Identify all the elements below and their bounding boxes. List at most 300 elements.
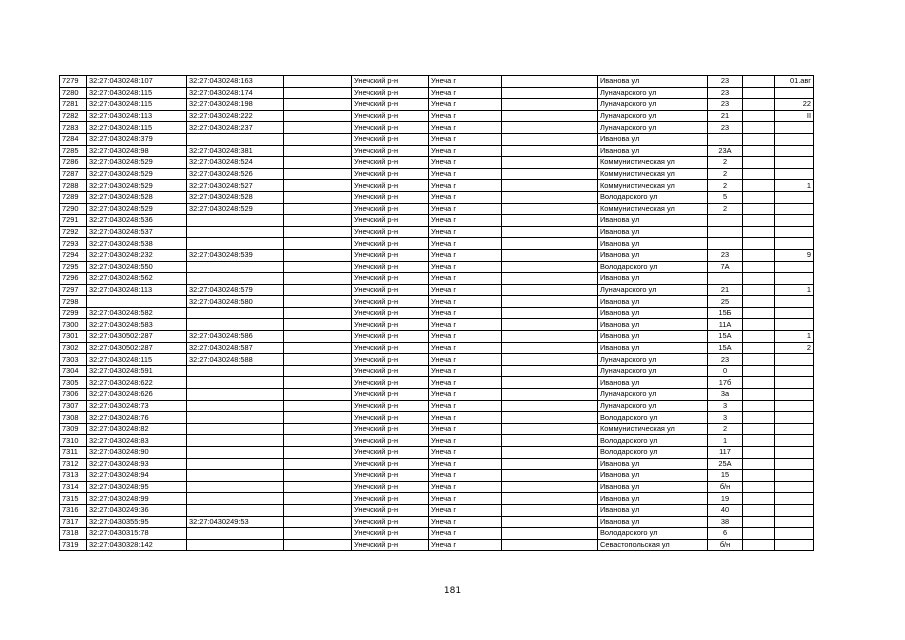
- empty-cell: [284, 226, 352, 238]
- row-number-cell: 7316: [60, 504, 87, 516]
- table-row: [60, 87, 814, 99]
- cadastral-parcel-cell: 32:27:0430248:115: [87, 87, 187, 99]
- locality-cell: Унеча г: [429, 435, 502, 447]
- row-number-cell: 7312: [60, 458, 87, 470]
- empty-cell: [502, 157, 598, 169]
- extra-cell: [775, 145, 814, 157]
- district-cell: Унечский р-н: [352, 261, 429, 273]
- empty-cell: [284, 133, 352, 145]
- unit-cell: [743, 377, 775, 389]
- cadastral-parcel-cell: 32:27:0430248:98: [87, 145, 187, 157]
- empty-cell: [284, 145, 352, 157]
- house-number-cell: 2: [708, 423, 743, 435]
- house-number-cell: 23А: [708, 145, 743, 157]
- row-number-cell: 7314: [60, 481, 87, 493]
- house-number-cell: 2: [708, 203, 743, 215]
- district-cell: Унечский р-н: [352, 180, 429, 192]
- cadastral-parcel-cell: 32:27:0430248:95: [87, 481, 187, 493]
- cadastral-parcel-cell: 32:27:0430248:115: [87, 122, 187, 134]
- house-number-cell: 23: [708, 87, 743, 99]
- street-cell: Володарского ул: [598, 412, 708, 424]
- house-number-cell: 21: [708, 110, 743, 122]
- unit-cell: [743, 539, 775, 551]
- extra-cell: [775, 458, 814, 470]
- district-cell: Унечский р-н: [352, 493, 429, 505]
- empty-cell: [502, 145, 598, 157]
- extra-cell: [775, 87, 814, 99]
- locality-cell: Унеча г: [429, 458, 502, 470]
- cadastral-parcel-cell: 32:27:0430502:287: [87, 331, 187, 343]
- cadastral-object-cell: 32:27:0430249:53: [187, 516, 284, 528]
- empty-cell: [284, 122, 352, 134]
- cadastral-parcel-cell: 32:27:0430248:528: [87, 191, 187, 203]
- cadastral-parcel-cell: 32:27:0430248:622: [87, 377, 187, 389]
- empty-cell: [502, 400, 598, 412]
- empty-cell: [502, 481, 598, 493]
- table-row: [60, 365, 814, 377]
- house-number-cell: 11А: [708, 319, 743, 331]
- cadastral-object-cell: [187, 389, 284, 401]
- cadastral-object-cell: [187, 470, 284, 482]
- cadastral-parcel-cell: 32:27:0430248:99: [87, 493, 187, 505]
- empty-cell: [502, 226, 598, 238]
- cadastral-parcel-cell: 32:27:0430248:94: [87, 470, 187, 482]
- extra-cell: [775, 400, 814, 412]
- empty-cell: [502, 389, 598, 401]
- house-number-cell: 25: [708, 296, 743, 308]
- table-row: [60, 539, 814, 551]
- empty-cell: [284, 539, 352, 551]
- empty-cell: [502, 354, 598, 366]
- empty-cell: [284, 87, 352, 99]
- locality-cell: Унеча г: [429, 215, 502, 227]
- district-cell: Унечский р-н: [352, 238, 429, 250]
- house-number-cell: 25А: [708, 458, 743, 470]
- unit-cell: [743, 319, 775, 331]
- unit-cell: [743, 145, 775, 157]
- unit-cell: [743, 296, 775, 308]
- extra-cell: [775, 435, 814, 447]
- empty-cell: [502, 168, 598, 180]
- empty-cell: [284, 528, 352, 540]
- street-cell: Иванова ул: [598, 319, 708, 331]
- empty-cell: [502, 180, 598, 192]
- locality-cell: Унеча г: [429, 423, 502, 435]
- empty-cell: [284, 377, 352, 389]
- empty-cell: [502, 76, 598, 88]
- district-cell: Унечский р-н: [352, 133, 429, 145]
- unit-cell: [743, 180, 775, 192]
- street-cell: Иванова ул: [598, 273, 708, 285]
- unit-cell: [743, 365, 775, 377]
- table-row: [60, 215, 814, 227]
- cadastral-object-cell: [187, 133, 284, 145]
- street-cell: Коммунистическая ул: [598, 180, 708, 192]
- table-row: [60, 191, 814, 203]
- district-cell: Унечский р-н: [352, 215, 429, 227]
- cadastral-object-cell: 32:27:0430248:222: [187, 110, 284, 122]
- row-number-cell: 7292: [60, 226, 87, 238]
- empty-cell: [502, 110, 598, 122]
- house-number-cell: 40: [708, 504, 743, 516]
- unit-cell: [743, 261, 775, 273]
- empty-cell: [284, 389, 352, 401]
- district-cell: Унечский р-н: [352, 481, 429, 493]
- district-cell: Унечский р-н: [352, 400, 429, 412]
- street-cell: Иванова ул: [598, 296, 708, 308]
- cadastral-parcel-cell: 32:27:0430248:537: [87, 226, 187, 238]
- unit-cell: [743, 493, 775, 505]
- empty-cell: [284, 99, 352, 111]
- extra-cell: [775, 423, 814, 435]
- house-number-cell: 0: [708, 365, 743, 377]
- house-number-cell: [708, 133, 743, 145]
- extra-cell: [775, 168, 814, 180]
- unit-cell: [743, 238, 775, 250]
- district-cell: Унечский р-н: [352, 528, 429, 540]
- cadastral-parcel-cell: 32:27:0430248:529: [87, 180, 187, 192]
- cadastral-object-cell: [187, 412, 284, 424]
- unit-cell: [743, 87, 775, 99]
- table-row: [60, 99, 814, 111]
- empty-cell: [502, 447, 598, 459]
- cadastral-parcel-cell: 32:27:0430248:82: [87, 423, 187, 435]
- district-cell: Унечский р-н: [352, 435, 429, 447]
- empty-cell: [502, 133, 598, 145]
- empty-cell: [502, 191, 598, 203]
- street-cell: Луначарского ул: [598, 99, 708, 111]
- street-cell: Иванова ул: [598, 342, 708, 354]
- locality-cell: Унеча г: [429, 447, 502, 459]
- cadastral-parcel-cell: 32:27:0430248:582: [87, 307, 187, 319]
- table-row: [60, 168, 814, 180]
- row-number-cell: 7291: [60, 215, 87, 227]
- table-row: [60, 400, 814, 412]
- table-row: [60, 435, 814, 447]
- empty-cell: [284, 458, 352, 470]
- row-number-cell: 7282: [60, 110, 87, 122]
- cadastral-object-cell: 32:27:0430248:579: [187, 284, 284, 296]
- house-number-cell: 5: [708, 191, 743, 203]
- locality-cell: Унеча г: [429, 226, 502, 238]
- house-number-cell: 23: [708, 122, 743, 134]
- district-cell: Унечский р-н: [352, 516, 429, 528]
- empty-cell: [502, 215, 598, 227]
- locality-cell: Унеча г: [429, 87, 502, 99]
- extra-cell: [775, 504, 814, 516]
- street-cell: Севастопольская ул: [598, 539, 708, 551]
- cadastral-parcel-cell: 32:27:0430248:550: [87, 261, 187, 273]
- extra-cell: [775, 261, 814, 273]
- unit-cell: [743, 191, 775, 203]
- cadastral-object-cell: [187, 307, 284, 319]
- table-row: [60, 133, 814, 145]
- empty-cell: [502, 238, 598, 250]
- cadastral-object-cell: 32:27:0430248:237: [187, 122, 284, 134]
- street-cell: Иванова ул: [598, 504, 708, 516]
- extra-cell: [775, 226, 814, 238]
- table-row: [60, 319, 814, 331]
- cadastral-parcel-cell: 32:27:0430248:115: [87, 354, 187, 366]
- cadastral-object-cell: 32:27:0430248:588: [187, 354, 284, 366]
- table-row: [60, 389, 814, 401]
- empty-cell: [284, 400, 352, 412]
- house-number-cell: 23: [708, 99, 743, 111]
- extra-cell: [775, 516, 814, 528]
- extra-cell: [775, 319, 814, 331]
- empty-cell: [284, 249, 352, 261]
- row-number-cell: 7308: [60, 412, 87, 424]
- house-number-cell: 15Б: [708, 307, 743, 319]
- empty-cell: [284, 354, 352, 366]
- row-number-cell: 7307: [60, 400, 87, 412]
- cadastral-object-cell: [187, 365, 284, 377]
- extra-cell: [775, 354, 814, 366]
- district-cell: Унечский р-н: [352, 122, 429, 134]
- row-number-cell: 7315: [60, 493, 87, 505]
- empty-cell: [502, 458, 598, 470]
- street-cell: Иванова ул: [598, 238, 708, 250]
- extra-cell: 9: [775, 249, 814, 261]
- house-number-cell: 3: [708, 400, 743, 412]
- house-number-cell: [708, 238, 743, 250]
- row-number-cell: 7301: [60, 331, 87, 343]
- cadastral-object-cell: 32:27:0430248:539: [187, 249, 284, 261]
- unit-cell: [743, 76, 775, 88]
- cadastral-object-cell: [187, 226, 284, 238]
- row-number-cell: 7296: [60, 273, 87, 285]
- district-cell: Унечский р-н: [352, 226, 429, 238]
- table-row: [60, 238, 814, 250]
- unit-cell: [743, 528, 775, 540]
- unit-cell: [743, 423, 775, 435]
- registry-sheet: [59, 75, 814, 551]
- extra-cell: [775, 215, 814, 227]
- extra-cell: [775, 296, 814, 308]
- district-cell: Унечский р-н: [352, 331, 429, 343]
- table-row: [60, 203, 814, 215]
- row-number-cell: 7280: [60, 87, 87, 99]
- table-row: [60, 296, 814, 308]
- cadastral-parcel-cell: 32:27:0430502:287: [87, 342, 187, 354]
- extra-cell: [775, 273, 814, 285]
- unit-cell: [743, 122, 775, 134]
- locality-cell: Унеча г: [429, 493, 502, 505]
- table-row: [60, 307, 814, 319]
- cadastral-parcel-cell: 32:27:0430248:626: [87, 389, 187, 401]
- empty-cell: [502, 528, 598, 540]
- unit-cell: [743, 389, 775, 401]
- street-cell: Иванова ул: [598, 481, 708, 493]
- empty-cell: [284, 273, 352, 285]
- table-row: [60, 76, 814, 88]
- row-number-cell: 7294: [60, 249, 87, 261]
- district-cell: Унечский р-н: [352, 273, 429, 285]
- district-cell: Унечский р-н: [352, 145, 429, 157]
- district-cell: Унечский р-н: [352, 458, 429, 470]
- cadastral-object-cell: [187, 261, 284, 273]
- empty-cell: [284, 365, 352, 377]
- table-row: [60, 180, 814, 192]
- unit-cell: [743, 400, 775, 412]
- row-number-cell: 7306: [60, 389, 87, 401]
- extra-cell: [775, 122, 814, 134]
- unit-cell: [743, 215, 775, 227]
- street-cell: Коммунистическая ул: [598, 203, 708, 215]
- locality-cell: Унеча г: [429, 145, 502, 157]
- row-number-cell: 7293: [60, 238, 87, 250]
- empty-cell: [502, 435, 598, 447]
- registry-table: [59, 75, 814, 551]
- unit-cell: [743, 168, 775, 180]
- cadastral-parcel-cell: 32:27:0430248:536: [87, 215, 187, 227]
- locality-cell: Унеча г: [429, 470, 502, 482]
- cadastral-parcel-cell: 32:27:0430248:583: [87, 319, 187, 331]
- table-row: [60, 447, 814, 459]
- row-number-cell: 7295: [60, 261, 87, 273]
- district-cell: Унечский р-н: [352, 412, 429, 424]
- cadastral-object-cell: [187, 435, 284, 447]
- extra-cell: [775, 307, 814, 319]
- cadastral-object-cell: [187, 273, 284, 285]
- row-number-cell: 7299: [60, 307, 87, 319]
- district-cell: Унечский р-н: [352, 470, 429, 482]
- cadastral-object-cell: [187, 447, 284, 459]
- extra-cell: [775, 191, 814, 203]
- row-number-cell: 7281: [60, 99, 87, 111]
- house-number-cell: 3а: [708, 389, 743, 401]
- cadastral-object-cell: [187, 481, 284, 493]
- cadastral-parcel-cell: 32:27:0430248:591: [87, 365, 187, 377]
- row-number-cell: 7313: [60, 470, 87, 482]
- empty-cell: [284, 412, 352, 424]
- table-row: [60, 261, 814, 273]
- empty-cell: [284, 470, 352, 482]
- table-row: [60, 423, 814, 435]
- street-cell: Коммунистическая ул: [598, 157, 708, 169]
- row-number-cell: 7319: [60, 539, 87, 551]
- row-number-cell: 7318: [60, 528, 87, 540]
- locality-cell: Унеча г: [429, 168, 502, 180]
- empty-cell: [284, 493, 352, 505]
- empty-cell: [502, 365, 598, 377]
- empty-cell: [502, 412, 598, 424]
- locality-cell: Унеча г: [429, 412, 502, 424]
- house-number-cell: 117: [708, 447, 743, 459]
- extra-cell: [775, 447, 814, 459]
- table-row: [60, 528, 814, 540]
- house-number-cell: 15А: [708, 342, 743, 354]
- table-row: [60, 145, 814, 157]
- unit-cell: [743, 99, 775, 111]
- extra-cell: [775, 377, 814, 389]
- unit-cell: [743, 458, 775, 470]
- cadastral-object-cell: 32:27:0430248:527: [187, 180, 284, 192]
- cadastral-object-cell: [187, 539, 284, 551]
- row-number-cell: 7304: [60, 365, 87, 377]
- unit-cell: [743, 470, 775, 482]
- page-number: 181: [443, 586, 462, 596]
- district-cell: Унечский р-н: [352, 342, 429, 354]
- house-number-cell: 17б: [708, 377, 743, 389]
- locality-cell: Унеча г: [429, 191, 502, 203]
- street-cell: Иванова ул: [598, 377, 708, 389]
- cadastral-object-cell: [187, 377, 284, 389]
- empty-cell: [284, 284, 352, 296]
- empty-cell: [284, 331, 352, 343]
- empty-cell: [284, 203, 352, 215]
- locality-cell: Унеча г: [429, 122, 502, 134]
- locality-cell: Унеча г: [429, 481, 502, 493]
- table-row: [60, 377, 814, 389]
- cadastral-object-cell: [187, 528, 284, 540]
- house-number-cell: 2: [708, 180, 743, 192]
- street-cell: Иванова ул: [598, 145, 708, 157]
- cadastral-parcel-cell: 32:27:0430248:529: [87, 157, 187, 169]
- locality-cell: Унеча г: [429, 307, 502, 319]
- district-cell: Унечский р-н: [352, 99, 429, 111]
- district-cell: Унечский р-н: [352, 377, 429, 389]
- table-row: [60, 354, 814, 366]
- row-number-cell: 7288: [60, 180, 87, 192]
- extra-cell: [775, 365, 814, 377]
- district-cell: Унечский р-н: [352, 296, 429, 308]
- empty-cell: [284, 76, 352, 88]
- row-number-cell: 7311: [60, 447, 87, 459]
- locality-cell: Унеча г: [429, 110, 502, 122]
- cadastral-object-cell: 32:27:0430248:528: [187, 191, 284, 203]
- empty-cell: [502, 470, 598, 482]
- table-row: [60, 331, 814, 343]
- cadastral-object-cell: [187, 400, 284, 412]
- house-number-cell: 15А: [708, 331, 743, 343]
- house-number-cell: [708, 226, 743, 238]
- unit-cell: [743, 284, 775, 296]
- house-number-cell: 23: [708, 354, 743, 366]
- empty-cell: [502, 516, 598, 528]
- table-row: [60, 122, 814, 134]
- street-cell: Луначарского ул: [598, 110, 708, 122]
- district-cell: Унечский р-н: [352, 354, 429, 366]
- empty-cell: [502, 261, 598, 273]
- locality-cell: Унеча г: [429, 389, 502, 401]
- locality-cell: Унеча г: [429, 284, 502, 296]
- cadastral-parcel-cell: 32:27:0430248:115: [87, 99, 187, 111]
- district-cell: Унечский р-н: [352, 284, 429, 296]
- cadastral-parcel-cell: 32:27:0430248:76: [87, 412, 187, 424]
- district-cell: Унечский р-н: [352, 365, 429, 377]
- street-cell: Луначарского ул: [598, 400, 708, 412]
- house-number-cell: 3: [708, 412, 743, 424]
- street-cell: Володарского ул: [598, 191, 708, 203]
- cadastral-object-cell: 32:27:0430248:381: [187, 145, 284, 157]
- empty-cell: [284, 168, 352, 180]
- street-cell: Иванова ул: [598, 249, 708, 261]
- row-number-cell: 7297: [60, 284, 87, 296]
- street-cell: Иванова ул: [598, 307, 708, 319]
- empty-cell: [284, 180, 352, 192]
- house-number-cell: 38: [708, 516, 743, 528]
- empty-cell: [502, 377, 598, 389]
- table-row: [60, 458, 814, 470]
- unit-cell: [743, 354, 775, 366]
- locality-cell: Унеча г: [429, 504, 502, 516]
- unit-cell: [743, 331, 775, 343]
- unit-cell: [743, 481, 775, 493]
- unit-cell: [743, 504, 775, 516]
- row-number-cell: 7300: [60, 319, 87, 331]
- house-number-cell: 15: [708, 470, 743, 482]
